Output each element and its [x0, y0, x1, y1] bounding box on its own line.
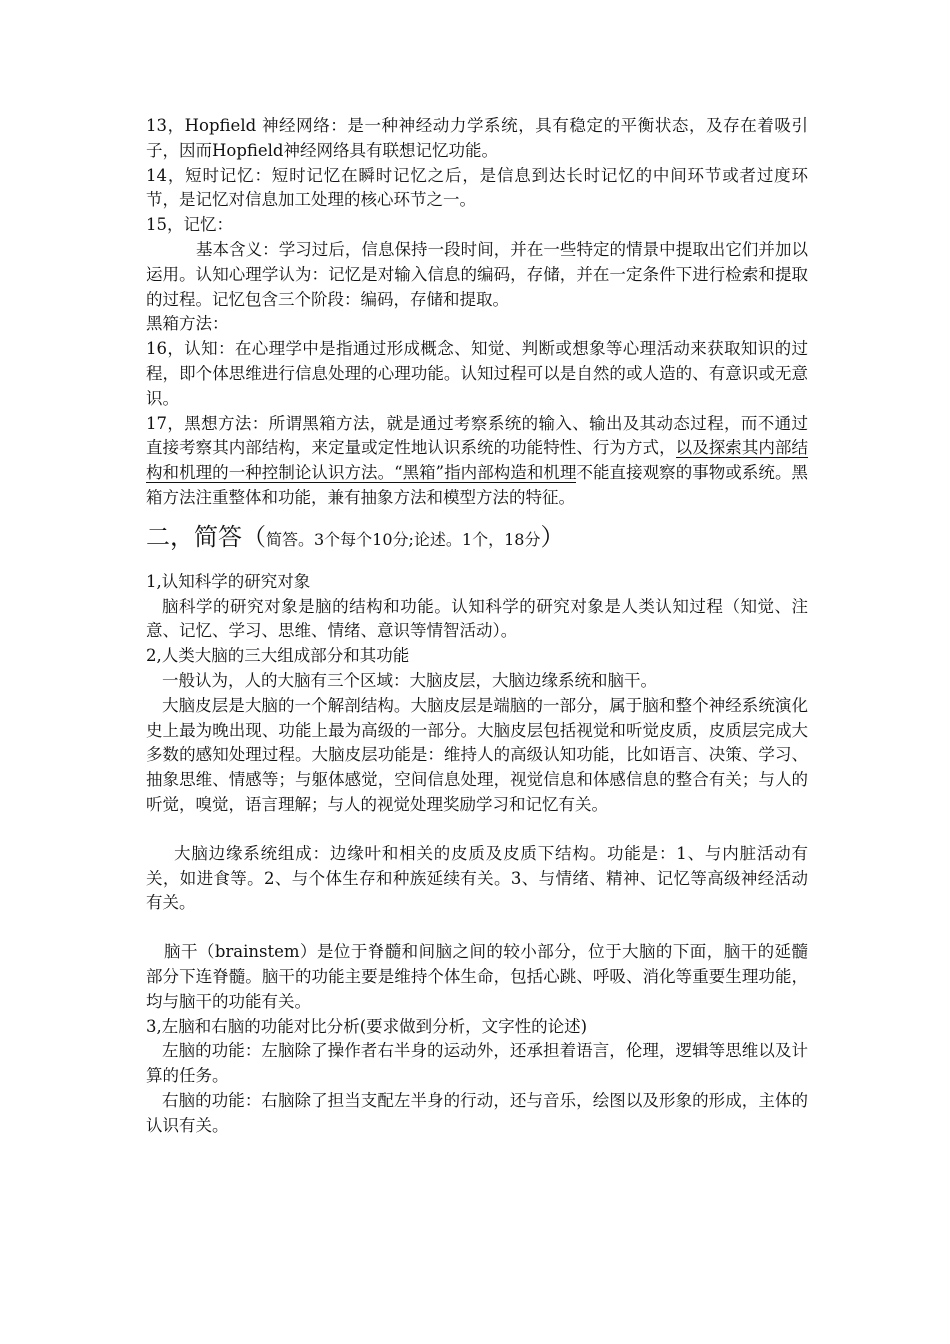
document-body — [146, 114, 808, 1138]
question-3-right-brain: 右脑的功能：右脑除了担当支配左半身的行动，还与音乐，绘图以及形象的形成，主体的认识有关。 — [146, 1090, 808, 1135]
paragraph-15-title: 15，记忆： — [146, 215, 233, 235]
black-box-label: 黑箱方法： — [146, 314, 229, 334]
heading-paren-close: ） — [540, 522, 565, 551]
section-2-heading — [146, 517, 808, 560]
spacer — [146, 916, 808, 940]
paragraph-14-short-term-memory: 14，短时记忆：短时记忆在瞬时记忆之后，是信息到达长时记忆的中间环节或者过度环节，是记忆对信息加工处理的核心环节之一。 — [146, 165, 808, 210]
paragraph-13-hopfield: 13，Hopfield 神经网络：是一种神经动力学系统，具有稳定的平衡状态，及存在着吸引子，因而Hopfield神经网络具有联想记忆功能。 — [146, 116, 808, 160]
question-1-body: 脑科学的研究对象是脑的结构和功能。认知科学的研究对象是人类认知过程（知觉、注意、记忆、学习、思维、情绪、意识等情智活动）。 — [146, 596, 808, 641]
paragraph-17-underlined: 以及探索其内部结构和机理的一种控制论认识方法。“黑箱”指内部构造和机理 — [146, 438, 808, 483]
question-2-title: 2,人类大脑的三大组成部分和其功能 — [146, 646, 410, 666]
paragraph-17-part-a: 17，黑想方法：所谓黑箱方法，就是通过考察系统的输入、输出及其动态过程，而不通过直接考察其内部结构，来定量或定性地认识系统的功能特性、行为方式， — [146, 413, 808, 458]
section-2-note: 简答。3个每个10分;论述。1个，18分 — [266, 529, 541, 549]
question-1-title: 1,认知科学的研究对象 — [146, 571, 311, 591]
question-3-title: 3,左脑和右脑的功能对比分析(要求做到分析，文字性的论述) — [146, 1016, 588, 1036]
paragraph-17-part-b: 不能直接观察的事物或系统。黑箱方法注重整体和功能，兼有抽象方法和模型方法的特征。 — [146, 463, 808, 507]
spacer — [146, 818, 808, 842]
question-2-cortex: 大脑皮层是大脑的一个解剖结构。大脑皮层是端脑的一部分，属于脑和整个神经系统演化史上最为晚出现、功能上最为高级的一部分。大脑皮层包括视觉和听觉皮质，皮质层完成大多数的感知处理过程。大脑皮层功能是：维持人的高级认知功能，比如语言、决策、学习、抽象思维、情感等；与躯体感觉，空间信息处理，视觉信息和体感信息的整合有关；与人的听觉，嗅觉，语言理解；与人的视觉处理奖励学习和记忆有关。 — [146, 695, 808, 814]
question-2-brainstem: 脑干（brainstem）是位于脊髓和间脑之间的较小部分，位于大脑的下面，脑干的延髓部分下连脊髓。脑干的功能主要是维持个体生命，包括心跳、呼吸、消化等重要生理功能，均与脑干的功能有关。 — [146, 942, 808, 1011]
question-2-limbic: 大脑边缘系统组成：边缘叶和相关的皮质及皮质下结构。功能是：1、与内脏活动有关，如进食等。2、与个体生存和种族延续有关。3、与情绪、精神、记忆等高级神经活动有关。 — [146, 843, 808, 913]
question-3-left-brain: 左脑的功能：左脑除了操作者右半身的运动外，还承担着语言，伦理，逻辑等思维以及计算的任务。 — [146, 1041, 808, 1086]
paragraph-15-body: 基本含义：学习过后，信息保持一段时间，并在一些特定的情景中提取出它们并加以运用。认知心理学认为：记忆是对输入信息的编码，存储，并在一定条件下进行检索和提取的过程。记忆包含三个阶段：编码，存储和提取。 — [146, 239, 808, 309]
paragraph-17-black-box — [146, 412, 808, 511]
paragraph-16-cognition: 16，认知：在心理学中是指通过形成概念、知觉、判断或想象等心理活动来获取知识的过程，即个体思维进行信息处理的心理功能。认知过程可以是自然的或人造的、有意识或无意识。 — [146, 339, 808, 408]
section-2-title: 二，简答 — [146, 522, 242, 551]
heading-paren-open: （ — [242, 522, 266, 551]
question-2-intro: 一般认为，人的大脑有三个区域：大脑皮层，大脑边缘系统和脑干。 — [162, 670, 657, 690]
